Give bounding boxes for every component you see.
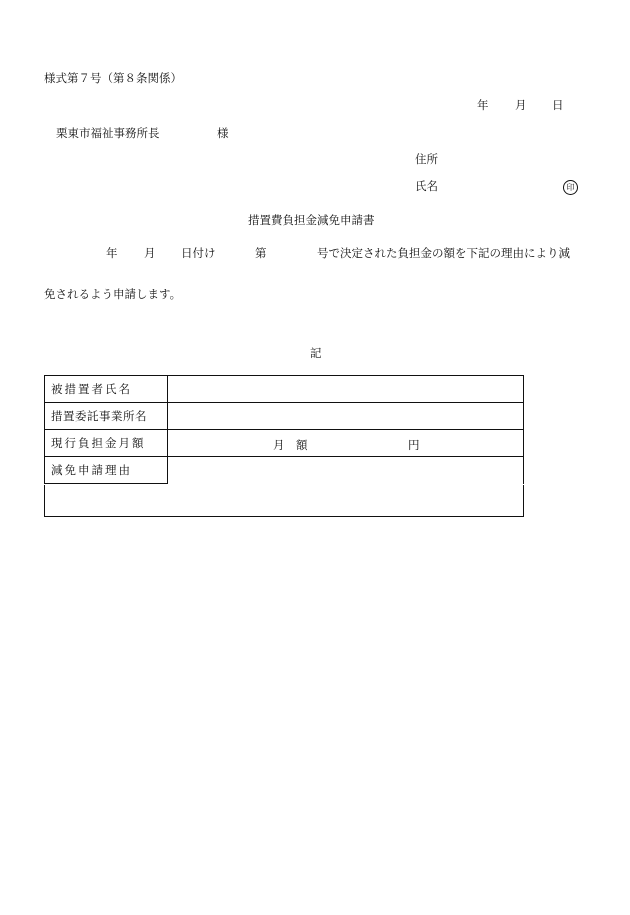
- monthly-label: 月 額: [273, 438, 308, 452]
- table-row: [45, 430, 524, 457]
- reason-text-area[interactable]: [44, 485, 524, 517]
- name-label: 氏名: [415, 179, 438, 193]
- row-value-person[interactable]: [168, 376, 524, 403]
- seal-mark: 印: [563, 180, 578, 195]
- table-row: [45, 457, 524, 484]
- row-label-reason: 減免申請理由: [45, 457, 168, 484]
- body-line1-rest: 号で決定された負担金の額を下記の理由により減: [317, 246, 570, 260]
- yen-label: 円: [408, 438, 420, 452]
- date-day-label: 日: [552, 98, 564, 112]
- date-month-label: 月: [515, 98, 527, 112]
- form-number: 様式第７号（第８条関係）: [44, 71, 182, 85]
- body-line2: 免されるよう申請します。: [44, 287, 182, 301]
- ki-heading: 記: [310, 346, 322, 360]
- address-label: 住所: [415, 152, 438, 166]
- table-row: [45, 376, 524, 403]
- row-label-person: 被措置者氏名: [45, 376, 168, 403]
- row-label-facility: 措置委託事業所名: [45, 403, 168, 430]
- addressee-name: 栗東市福祉事務所長: [56, 126, 160, 140]
- seal-icon: [563, 180, 578, 195]
- table-row: [45, 403, 524, 430]
- date-year-label: 年: [477, 98, 489, 112]
- row-value-facility[interactable]: [168, 403, 524, 430]
- addressee-honorific: 様: [217, 126, 229, 140]
- body-day: 日付け: [181, 246, 216, 260]
- body-no: 第: [255, 246, 267, 260]
- body-year: 年: [106, 246, 118, 260]
- application-table: [44, 375, 524, 484]
- row-label-monthly: 現行負担金月額: [45, 430, 168, 457]
- row-value-monthly[interactable]: [168, 430, 524, 457]
- document-title: 措置費負担金減免申請書: [248, 213, 375, 227]
- row-value-reason[interactable]: [168, 457, 524, 484]
- body-month: 月: [144, 246, 156, 260]
